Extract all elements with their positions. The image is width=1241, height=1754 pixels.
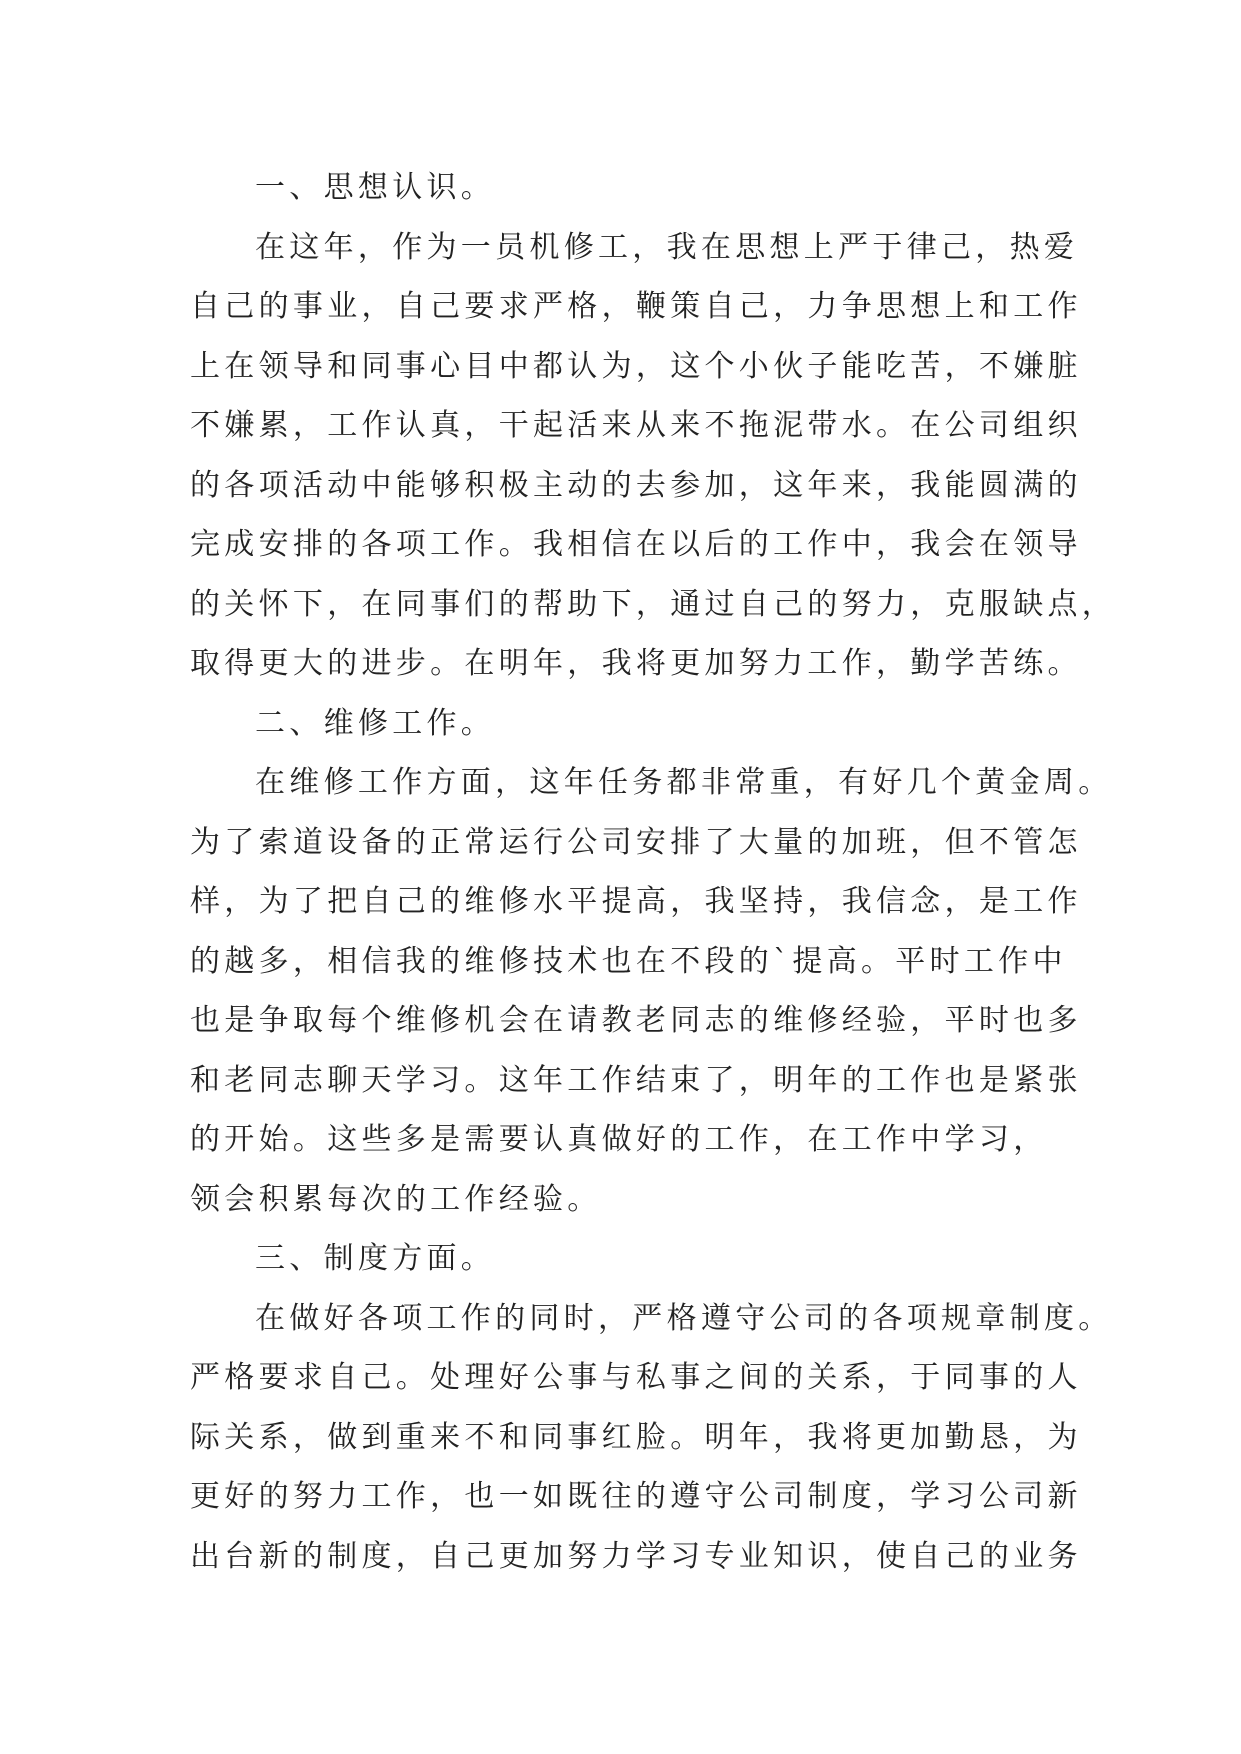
paragraph-line: 际关系，做到重来不和同事红脸。明年，我将更加勤恳，为	[190, 1419, 1082, 1455]
document-body	[190, 158, 1117, 1586]
paragraph-line: 领会积累每次的工作经验。	[190, 1181, 602, 1217]
paragraph-line: 的关怀下，在同事们的帮助下，通过自己的努力，克服缺点，	[190, 586, 1117, 622]
paragraph-line: 在这年，作为一员机修工，我在思想上严于律己，热爱	[255, 229, 1079, 265]
paragraph-line: 出台新的制度，自己更加努力学习专业知识，使自己的业务	[190, 1538, 1082, 1574]
paragraph-line: 完成安排的各项工作。我相信在以后的工作中，我会在领导	[190, 527, 1082, 562]
paragraph-line: 和老同志聊天学习。这年工作结束了，明年的工作也是紧张	[190, 1062, 1082, 1098]
paragraph-line: 上在领导和同事心目中都认为，这个小伙子能吃苦，不嫌脏	[190, 348, 1082, 384]
paragraph-line: 自己的事业，自己要求严格，鞭策自己，力争思想上和工作	[190, 289, 1082, 324]
paragraph-line: 为了索道设备的正常运行公司安排了大量的加班，但不管怎	[190, 824, 1082, 860]
paragraph-line: 也是争取每个维修机会在请教老同志的维修经验，平时也多	[190, 1003, 1082, 1038]
section-heading-rules: 三、制度方面。	[255, 1241, 496, 1276]
paragraph-line: 不嫌累，工作认真，干起活来从来不拖泥带水。在公司组织	[190, 408, 1082, 443]
paragraph-line: 的越多，相信我的维修技术也在不段的`提高。平时工作中	[190, 943, 1067, 979]
section-heading-maintenance: 二、维修工作。	[255, 705, 496, 741]
paragraph-line: 的开始。这些多是需要认真做好的工作，在工作中学习，	[190, 1122, 1048, 1157]
paragraph-line: 在做好各项工作的同时，严格遵守公司的各项规章制度。	[255, 1300, 1113, 1336]
paragraph-line: 的各项活动中能够积极主动的去参加，这年来，我能圆满的	[190, 467, 1082, 503]
paragraph-line: 取得更大的进步。在明年，我将更加努力工作，勤学苦练。	[190, 646, 1082, 681]
section-heading-thinking: 一、思想认识。	[255, 170, 496, 205]
paragraph-line: 更好的努力工作，也一如既往的遵守公司制度，学习公司新	[190, 1479, 1082, 1514]
paragraph-line: 样，为了把自己的维修水平提高，我坚持，我信念，是工作	[190, 884, 1082, 919]
paragraph-line: 严格要求自己。处理好公事与私事之间的关系，于同事的人	[190, 1360, 1082, 1395]
paragraph-line: 在维修工作方面，这年任务都非常重，有好几个黄金周。	[255, 765, 1113, 800]
